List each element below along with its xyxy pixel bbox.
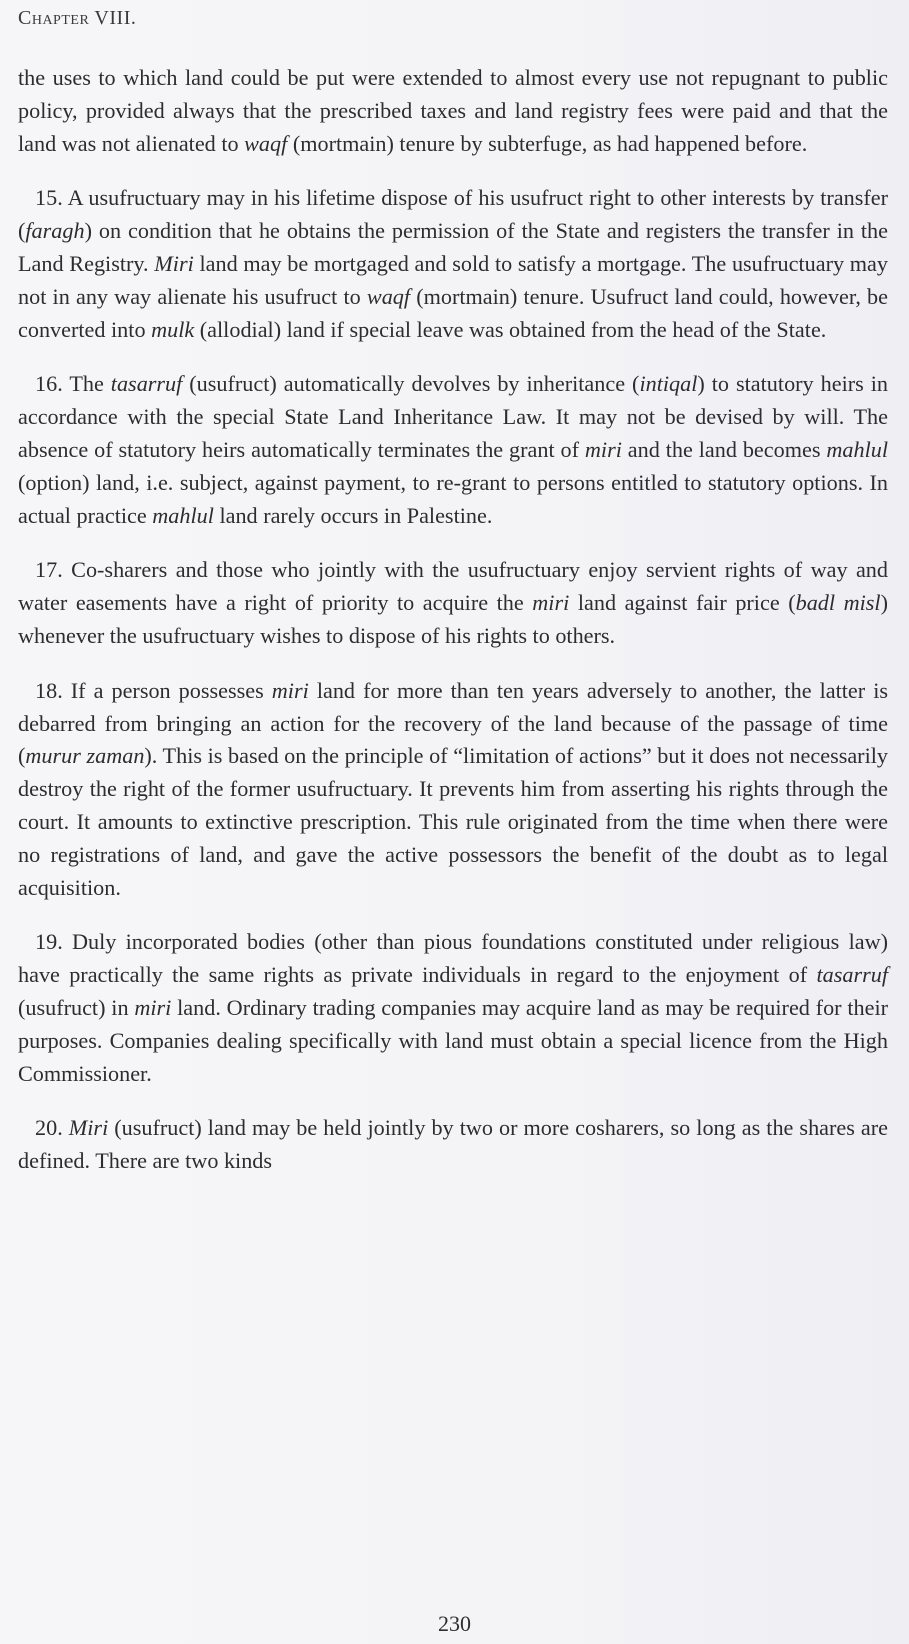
italic-term: miri [584,436,622,462]
paragraph-continuation [18,62,888,160]
text-run: ). This is based on the principle of “limitation of actions” but it does not necessarily destroy the right of the former usufructuary. It prevents him from asserting his rights through the court. It amounts to extinctive prescription. This rule originated from the time when there were no registrations of land, and gave the active possessors the benefit of the doubt as to legal acquisition. [18,743,888,900]
running-head [18,7,136,30]
text-run: (usufruct) automatically devolves by inheritance ( [182,371,640,397]
paragraph-20 [18,1112,888,1178]
text-run: land rarely occurs in Palestine. [213,502,493,528]
italic-term: miri [134,994,172,1020]
italic-term: miri [271,677,309,703]
italic-term: tasarruf [816,962,888,988]
body-text [18,62,888,1178]
text-run: (mortmain) tenure. Usufruct land could, however, be converted into [18,283,888,342]
text-run: (usufruct) in [18,994,135,1020]
italic-term: murur zaman [25,743,145,769]
paragraph-19 [18,926,888,1090]
italic-term: badl misl [795,590,881,616]
text-run: 20. [35,1115,69,1141]
italic-term: Miri [68,1115,109,1141]
text-run: land against fair price ( [569,590,796,616]
text-run: (allodial) land if special leave was obtained from the head of the State. [194,316,827,342]
italic-term: waqf [244,130,288,156]
paragraph-18 [18,675,888,905]
italic-term: mahlul [152,502,214,528]
text-run: (usufruct) land may be held jointly by two or more cosharers, so long as the shares are defined. There are two kinds [18,1115,889,1174]
text-run: ) on condition that he obtains the permission of the State and registers the transfer in the Land Registry. [18,218,888,276]
italic-term: mulk [151,316,195,342]
text-run: 15. A usufructuary may in his lifetime dispose of his usufruct right to other interests by transfer ( [18,185,888,244]
italic-term: faragh [25,218,85,244]
text-run: ) to statutory heirs in accordance with the special State Land Inheritance Law. It may not be devised by will. The absence of statutory heirs automatically terminates the grant of [18,371,888,462]
text-run: 18. If a person possesses [35,677,272,703]
page-number: 230 [438,1611,471,1636]
italic-term: intiqal [639,371,698,397]
text-run: 17. Co-sharers and those who jointly with the usufructuary enjoy servient rights of way and water easements have a right of priority to acquire the [18,557,888,616]
paragraph-15 [18,182,888,346]
italic-term: mahlul [826,436,889,462]
chapter-heading: Chapter VIII. [18,7,137,29]
italic-term: Miri [154,250,194,276]
italic-term: tasarruf [110,371,183,397]
text-run: land. Ordinary trading companies may acquire land as may be required for their purposes. Companies dealing specifically with land must obtain a special licence from the High Commissioner. [18,994,889,1086]
text-run: land for more than ten years adversely to another, the latter is debarred from bringing an action for the recovery of the land because of the passage of time ( [18,677,888,769]
text-run: (option) land, i.e. subject, against payment, to re-grant to persons entitled to statutory options. In actual practice [18,469,888,528]
text-run: land may be mortgaged and sold to satisfy a mortgage. The usufructuary may not in any way alienate his usufruct to [18,250,888,309]
paragraph-17 [18,554,888,652]
italic-term: miri [532,590,570,616]
text-run: 19. Duly incorporated bodies (other than pious foundations constituted under religious law) have practically the same rights as private individuals in regard to the enjoyment of [18,929,888,988]
text-run: 16. The [35,371,111,397]
text-run: the uses to which land could be put were extended to almost every use not repugnant to public policy, provided always that the prescribed taxes and land registry fees were paid and that the land was not alienated to [18,65,888,156]
text-run: (mortmain) tenure by subterfuge, as had happened before. [287,130,808,156]
italic-term: waqf [366,283,411,309]
paragraph-16 [18,368,888,532]
text-run: ) whenever the usufructuary wishes to dispose of his rights to others. [18,590,888,648]
text-run: and the land becomes [621,436,827,462]
